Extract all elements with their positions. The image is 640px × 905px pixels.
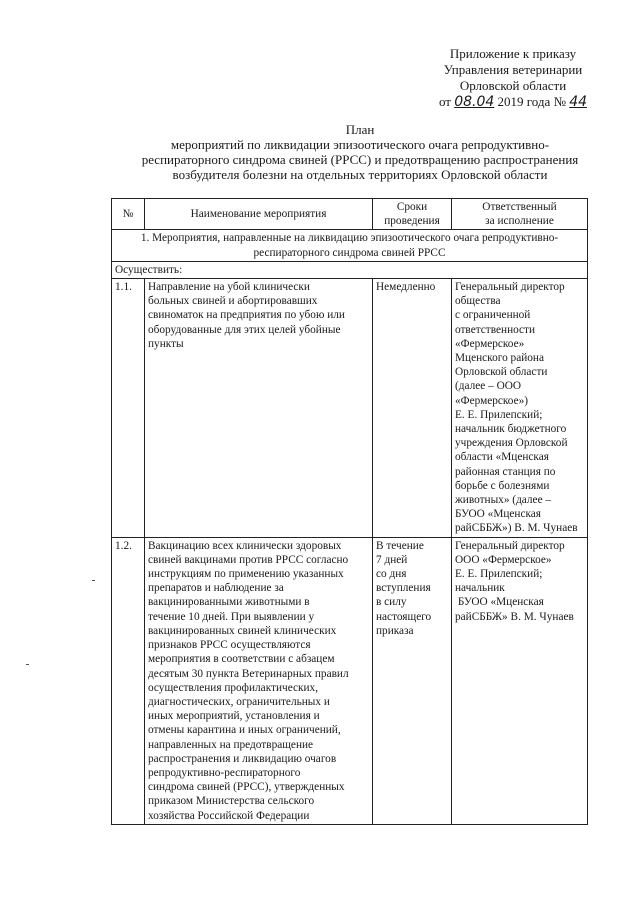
section-title [112, 230, 588, 261]
title-line-3: возбудителя болезни на отдельных территориях Орловской области [172, 167, 548, 182]
cell-line: направленных на предотвращение [148, 738, 314, 751]
cell-line: вакцинированными животными в [148, 596, 310, 609]
cell-line: начальник бюджетного [455, 423, 567, 436]
cell-line: иных мероприятий, установления и [148, 710, 320, 723]
header-term-line-2: проведения [384, 215, 440, 228]
cell-line: с ограниченной [455, 309, 531, 322]
row-term [373, 537, 452, 824]
annex-header [418, 46, 608, 110]
cell-line: вступления [376, 582, 431, 595]
cell-line: Е. Е. Прилепский; [455, 568, 543, 581]
section-row [112, 230, 588, 261]
cell-line: Генеральный директор [455, 281, 565, 294]
scan-mark [92, 580, 95, 581]
plan-table [111, 198, 588, 825]
cell-line: БУОО «Мценская [455, 596, 544, 609]
cell-line: животных» (далее – [455, 494, 552, 507]
cell-line: области «Мценская [455, 451, 549, 464]
scan-mark [26, 664, 29, 665]
cell-line: синдрома свиней (РРСС), утвержденных [148, 781, 345, 794]
header-resp-line-1: Ответственный [482, 201, 557, 213]
title-line-1: мероприятий по ликвидации эпизоотического очага репродуктивно- [170, 137, 550, 152]
date-suffix: 2019 года № [497, 94, 566, 109]
cell-line: осуществления профилактических, [148, 681, 319, 694]
cell-line: в силу [376, 596, 407, 609]
table-row [112, 537, 588, 824]
row-responsible [452, 537, 588, 824]
cell-line: Генеральный директор [455, 539, 565, 552]
annex-date-line [418, 94, 608, 110]
cell-line: свиней вакцинами против РРСС согласно [148, 553, 349, 566]
header-term [373, 199, 452, 230]
cell-line: больных свиней и абортировавших [148, 295, 318, 308]
cell-line: Мценского района [455, 352, 544, 365]
cell-line: хозяйства Российской Федерации [148, 809, 310, 822]
cell-line: Немедленно [376, 281, 436, 294]
section-line-2: респираторного синдрома свиней РРСС [253, 246, 446, 259]
handwritten-date: 08.04 [454, 94, 495, 110]
header-responsible [452, 199, 588, 230]
cell-line: райСББЖ») В. М. Чунаев [455, 522, 578, 535]
handwritten-number: 44 [569, 94, 588, 110]
cell-line: приказа [376, 624, 414, 637]
cell-line: ООО «Фермерское» [455, 553, 552, 566]
header-num: № [112, 199, 145, 230]
section-line-1: 1. Мероприятия, направленные на ликвидацию эпизоотического очага репродуктивно- [140, 232, 559, 245]
cell-line: отмены карантина и иных ограничений, [148, 724, 341, 737]
cell-line: настоящего [376, 610, 432, 623]
row-name [145, 279, 373, 538]
title-heading: План [345, 122, 375, 137]
cell-line: «Фермерское» [455, 337, 525, 350]
cell-line: свиноматок на предприятия по убою или [148, 309, 345, 322]
cell-line: ответственности [455, 323, 536, 336]
annex-line-3: Орловской области [459, 78, 567, 93]
row-num: 1.2. [112, 537, 145, 824]
row-term [373, 279, 452, 538]
cell-line: В течение [376, 539, 424, 552]
annex-line-2: Управления ветеринарии [443, 62, 583, 77]
cell-line: признаков РРСС осуществляются [148, 639, 311, 652]
cell-line: «Фермерское») [455, 394, 529, 407]
cell-line: инструкциям по применению указанных [148, 568, 344, 581]
cell-line: диагностических, ограничительных и [148, 695, 330, 708]
cell-line: районная станция по [455, 465, 556, 478]
cell-line: райСББЖ» В. М. Чунаев [455, 610, 574, 623]
cell-line: вакцинированных свиней клинических [148, 624, 337, 637]
cell-line: распространения и ликвидацию очагов [148, 752, 337, 765]
cell-line: Вакцинацию всех клинически здоровых [148, 539, 342, 552]
header-name: Наименование мероприятия [145, 199, 373, 230]
cell-line: (далее – ООО [455, 380, 522, 393]
subsection-row [112, 261, 588, 278]
cell-line: 7 дней [376, 553, 408, 566]
header-term-line-1: Сроки [396, 201, 428, 213]
cell-line: оборудованные для этих целей убойные [148, 323, 341, 336]
cell-line: общества [455, 295, 501, 308]
table-row [112, 279, 588, 538]
header-resp-line-2: за исполнение [485, 215, 554, 228]
cell-line: БУОО «Мценская [455, 508, 542, 521]
cell-line: препаратов и наблюдение за [148, 582, 284, 595]
cell-line: со дня [376, 568, 407, 581]
cell-line: Направление на убой клинически [148, 281, 310, 294]
title-line-2: респираторного синдрома свиней (РРСС) и предотвращению распространения [141, 152, 579, 167]
row-responsible [452, 279, 588, 538]
row-num: 1.1. [112, 279, 145, 538]
cell-line: начальник [455, 582, 505, 595]
cell-line: борьбе с болезнями [455, 479, 550, 492]
annex-line-1: Приложение к приказу [449, 46, 577, 61]
cell-line: течение 10 дней. При выявлении у [148, 610, 315, 623]
table-header-row [112, 199, 588, 230]
cell-line: десятым 30 пункта Ветеринарных правил [148, 667, 349, 680]
cell-line: мероприятия в соответствии с абзацем [148, 653, 335, 666]
document-title [120, 122, 600, 182]
cell-line: репродуктивно-респираторного [148, 766, 301, 779]
date-prefix: от [438, 94, 451, 109]
cell-line: Е. Е. Прилепский; [455, 408, 543, 421]
cell-line: пункты [148, 337, 184, 350]
subsection-label: Осуществить: [112, 261, 588, 278]
cell-line: Орловской области [455, 366, 548, 379]
cell-line: учреждения Орловской [455, 437, 568, 450]
cell-line: приказом Министерства сельского [148, 795, 315, 808]
row-name [145, 537, 373, 824]
